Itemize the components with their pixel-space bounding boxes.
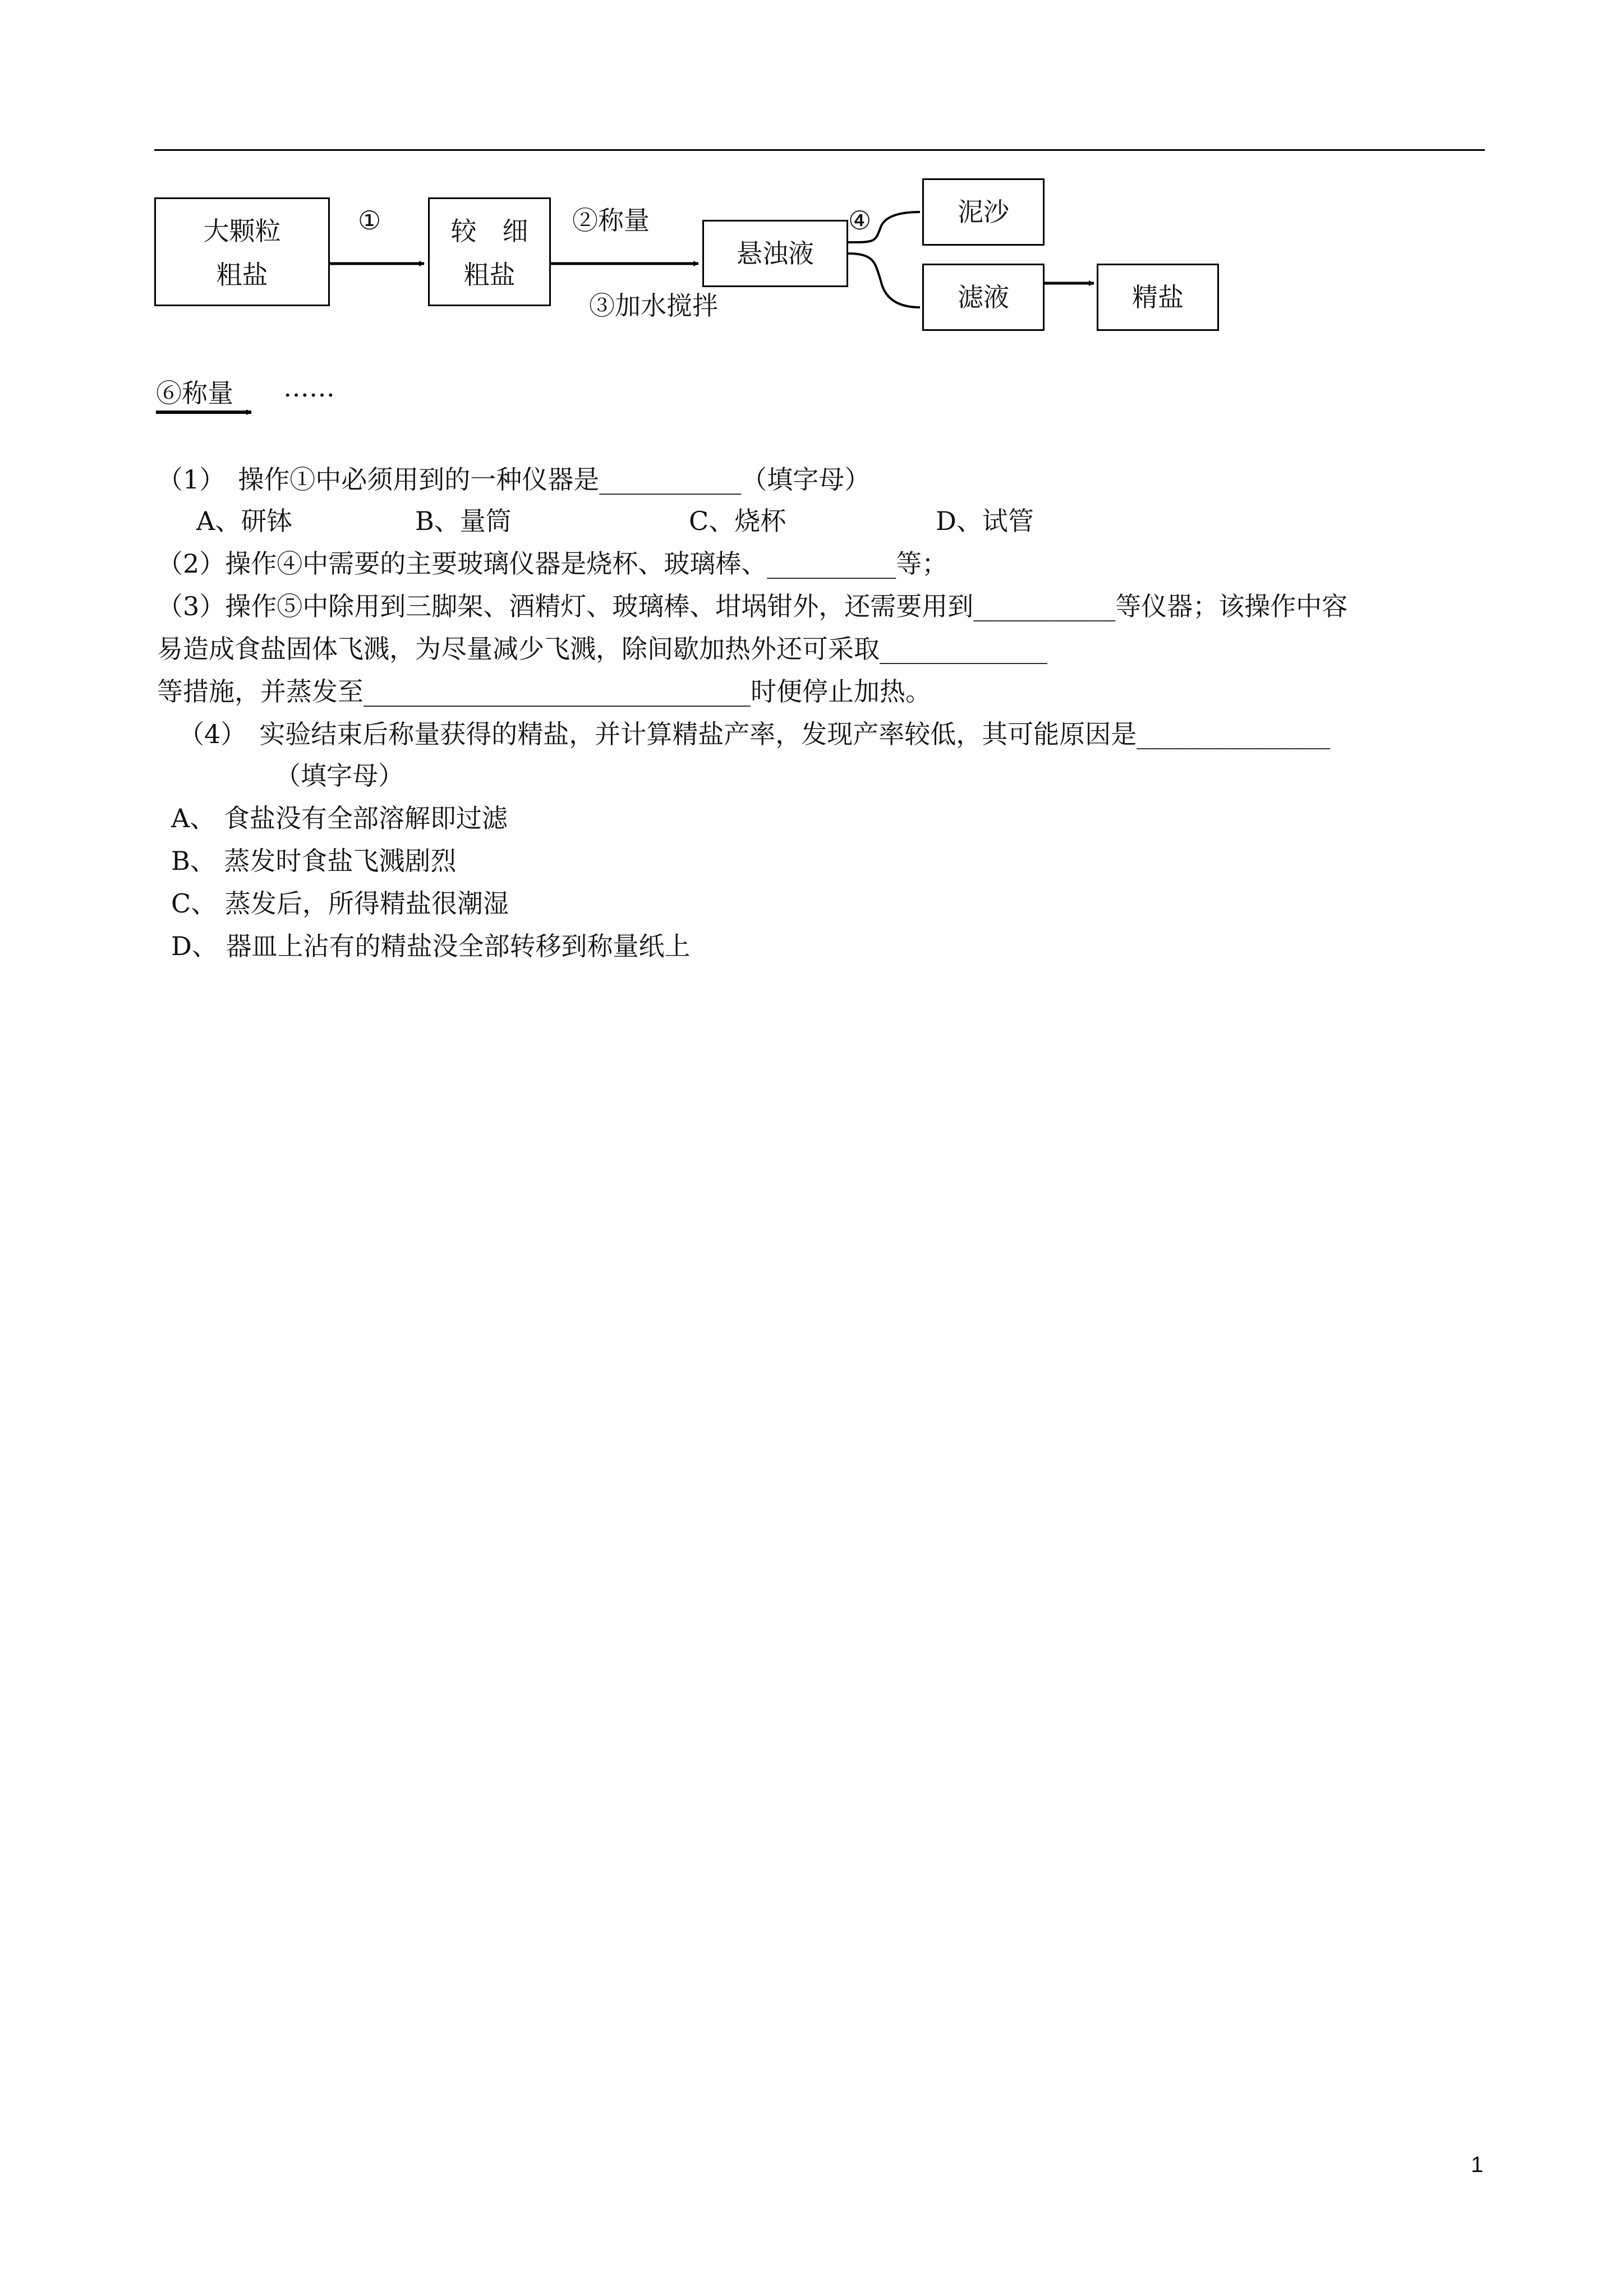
box-mud-sand <box>922 178 1045 246</box>
q1-option-d: D、试管 <box>936 506 1034 536</box>
step-1-label: ① <box>358 205 381 236</box>
q4-option-d: D、 器皿上沾有的精盐没全部转移到称量纸上 <box>171 931 691 961</box>
q1-stem: （1） 操作①中必须用到的一种仪器是___________（填字母） <box>157 464 871 495</box>
box-filtrate-label: 滤液 <box>958 282 1009 312</box>
q4-option-c: C、 蒸发后，所得精盐很潮湿 <box>171 888 509 919</box>
q1-option-c: C、烧杯 <box>689 506 786 536</box>
box-suspension-label: 悬浊液 <box>737 238 814 269</box>
q3-line1: （3）操作⑤中除用到三脚架、酒精灯、玻璃棒、坩埚钳外，还需要用到___________等仪器；该操作中容 <box>157 591 1348 621</box>
q3-line3: 等措施，并蒸发至______________________________时便停止加热。 <box>157 676 931 707</box>
page-number: 1 <box>1471 2152 1484 2177</box>
q2-stem: （2）操作④中需要的主要玻璃仪器是烧杯、玻璃棒、__________等； <box>157 548 948 579</box>
q4-stem: （4） 实验结束后称量获得的精盐，并计算精盐产率，发现产率较低，其可能原因是_______________ <box>178 719 1331 749</box>
ellipsis: …… <box>283 372 335 403</box>
box-refined-label: 精盐 <box>1132 282 1184 312</box>
step-2-label: ②称量 <box>572 205 650 236</box>
box-fine-line1: 较 细 <box>450 216 528 246</box>
q1-option-b: B、量筒 <box>415 506 512 536</box>
box-filtrate <box>922 264 1045 331</box>
q4-option-b: B、 蒸发时食盐飞溅剧烈 <box>171 846 457 876</box>
box-mud-label: 泥沙 <box>958 197 1009 227</box>
q3-line2: 易造成食盐固体飞溅，为尽量减少飞溅，除间歇加热外还可采取_____________ <box>157 634 1047 664</box>
box-large-grain-line1: 大颗粒 <box>203 216 281 246</box>
box-suspension <box>702 220 848 287</box>
box-large-grain-line2: 粗盐 <box>216 260 268 290</box>
q1-option-a: A、研钵 <box>196 506 293 536</box>
box-large-grain-salt <box>154 197 330 306</box>
box-fine-line2: 粗盐 <box>463 260 516 290</box>
box-refined-salt <box>1097 264 1219 331</box>
q4-option-a: A、 食盐没有全部溶解即过滤 <box>171 803 508 833</box>
step-3-label: ③加水搅拌 <box>589 291 718 321</box>
q4-hint: （填字母） <box>275 760 404 791</box>
step-4-label: ④ <box>848 205 872 236</box>
box-fine-salt <box>428 197 551 306</box>
step-6-label: ⑥称量 <box>156 378 233 408</box>
